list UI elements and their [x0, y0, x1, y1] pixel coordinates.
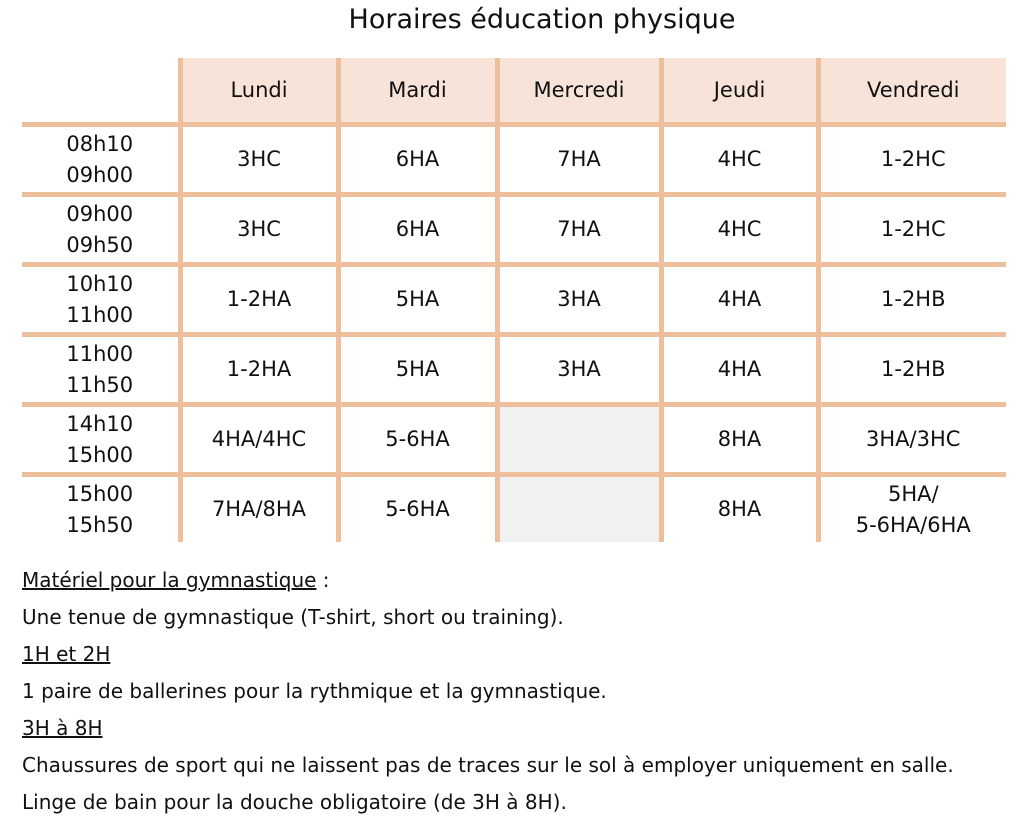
- class-cell: 3HA: [497, 265, 661, 335]
- time-start: 14h10: [66, 411, 134, 436]
- time-start: 11h00: [66, 341, 134, 366]
- time-end: 15h00: [66, 442, 134, 467]
- empty-cell: [497, 405, 661, 475]
- class-cell: 5HA: [338, 335, 497, 405]
- class-cell: 3HC: [180, 195, 338, 265]
- class-cell: 1-2HA: [180, 335, 338, 405]
- time-start: 15h00: [66, 481, 134, 506]
- schedule-row: [22, 265, 1006, 335]
- time-slot: [22, 265, 180, 335]
- class-cell: 3HC: [180, 125, 338, 195]
- material-text: Une tenue de gymnastique (T-shirt, short ou training).: [22, 605, 564, 629]
- time-start: 09h00: [66, 201, 134, 226]
- time-end: 11h50: [66, 372, 134, 397]
- grade-1-2-text: 1 paire de ballerines pour la rythmique et la gymnastique.: [22, 679, 607, 703]
- material-colon: :: [316, 568, 330, 592]
- grade-3-8-heading: 3H à 8H: [22, 716, 103, 740]
- class-cell: 4HA: [661, 265, 818, 335]
- schedule-table: [22, 58, 1006, 542]
- grade-3-8-text: Chaussures de sport qui ne laissent pas de traces sur le sol à employer uniquement en salle.: [22, 753, 954, 777]
- class-cell: 7HA/8HA: [180, 475, 338, 543]
- class-cell: 5-6HA: [338, 405, 497, 475]
- grade-3-8-text-towel: Linge de bain pour la douche obligatoire (de 3H à 8H).: [22, 790, 567, 814]
- class-cell: 8HA: [661, 475, 818, 543]
- class-cell: 4HA: [661, 335, 818, 405]
- time-start: 08h10: [66, 131, 134, 156]
- schedule-row: [22, 475, 1006, 543]
- time-start: 10h10: [66, 271, 134, 296]
- notes-section: [22, 562, 1002, 821]
- schedule-row: [22, 195, 1006, 265]
- time-slot: [22, 335, 180, 405]
- class-cell: 3HA/3HC: [818, 405, 1006, 475]
- page-title: Horaires éducation physique: [348, 4, 736, 35]
- day-header: Vendredi: [818, 58, 1006, 125]
- class-cell: 7HA: [497, 195, 661, 265]
- material-heading: Matériel pour la gymnastique: [22, 568, 317, 592]
- schedule-row: [22, 125, 1006, 195]
- grade-1-2-heading: 1H et 2H: [22, 642, 111, 666]
- day-header: Lundi: [180, 58, 338, 125]
- class-cell: 6HA: [338, 195, 497, 265]
- class-cell: 4HA/4HC: [180, 405, 338, 475]
- class-cell: 1-2HB: [818, 335, 1006, 405]
- class-cell: 1-2HC: [818, 195, 1006, 265]
- time-slot: [22, 195, 180, 265]
- schedule-row: [22, 335, 1006, 405]
- time-end: 11h00: [66, 302, 134, 327]
- day-header: Mercredi: [497, 58, 661, 125]
- class-cell: 1-2HC: [818, 125, 1006, 195]
- class-cell: 5-6HA: [338, 475, 497, 543]
- class-cell: 1-2HB: [818, 265, 1006, 335]
- time-slot: [22, 125, 180, 195]
- header-corner: [22, 58, 180, 125]
- time-slot: [22, 475, 180, 543]
- empty-cell: [497, 475, 661, 543]
- class-cell: 5HA: [338, 265, 497, 335]
- class-cell: 5HA/ 5-6HA/6HA: [818, 475, 1006, 543]
- header-row: [22, 58, 1006, 125]
- class-cell: 4HC: [661, 125, 818, 195]
- class-cell: 8HA: [661, 405, 818, 475]
- material-line: [22, 562, 1002, 599]
- class-cell: 1-2HA: [180, 265, 338, 335]
- class-cell: 3HA: [497, 335, 661, 405]
- class-cell: 6HA: [338, 125, 497, 195]
- class-cell: 7HA: [497, 125, 661, 195]
- time-end: 09h50: [66, 232, 134, 257]
- class-cell: 4HC: [661, 195, 818, 265]
- time-slot: [22, 405, 180, 475]
- time-end: 15h50: [66, 512, 134, 537]
- day-header: Mardi: [338, 58, 497, 125]
- time-end: 09h00: [66, 162, 134, 187]
- schedule-row: [22, 405, 1006, 475]
- day-header: Jeudi: [661, 58, 818, 125]
